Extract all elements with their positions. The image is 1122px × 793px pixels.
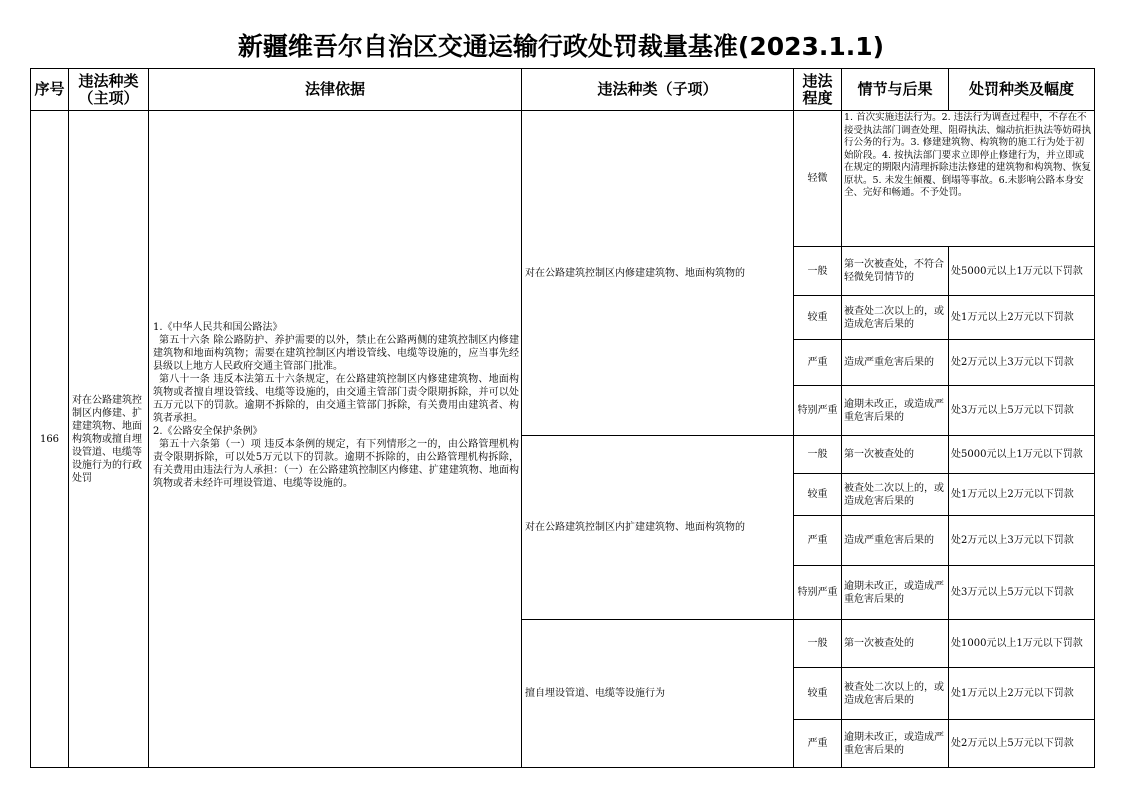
circumstance-cell: 造成严重危害后果的	[842, 516, 949, 566]
penalty-cell: 处2万元以上3万元以下罚款	[949, 340, 1095, 386]
circumstance-cell: 第一次被查处的	[842, 620, 949, 668]
header-penalty: 处罚种类及幅度	[949, 69, 1095, 111]
header-sub-type: 违法种类（子项）	[522, 69, 794, 111]
header-legal-basis: 法律依据	[149, 69, 522, 111]
law-article-56: 第五十六条 除公路防护、养护需要的以外，禁止在公路两侧的建筑控制区内修建建筑物和地面构筑物；需要在建筑控制区内增设管线、电缆等设施的，应当事先经县级以上地方人民政府交通主管部门批准。	[153, 335, 519, 372]
legal-basis-cell	[149, 111, 522, 768]
degree-cell: 较重	[794, 296, 842, 340]
degree-cell: 轻微	[794, 111, 842, 247]
circumstance-cell: 被查处二次以上的，或造成危害后果的	[842, 296, 949, 340]
penalty-cell: 处1000元以上1万元以下罚款	[949, 620, 1095, 668]
sub-violation-type: 对在公路建筑控制区内扩建建筑物、地面构筑物的	[522, 436, 794, 620]
circumstance-cell: 被查处二次以上的，或造成危害后果的	[842, 474, 949, 516]
degree-cell: 特别严重	[794, 566, 842, 620]
law-article-81: 第八十一条 违反本法第五十六条规定，在公路建筑控制区内修建建筑物、地面构筑物或者擅自埋设管线、电缆等设施的，由交通主管部门责令限期拆除，并可以处五万元以下的罚款。逾期不拆除的，由交通主管部门拆除，有关费用由建筑者、构筑者承担。	[153, 374, 519, 424]
penalty-cell: 处2万元以上5万元以下罚款	[949, 720, 1095, 768]
penalty-cell: 处5000元以上1万元以下罚款	[949, 436, 1095, 474]
page-title: 新疆维吾尔自治区交通运输行政处罚裁量基准(2023.1.1)	[237, 32, 885, 61]
degree-cell: 一般	[794, 620, 842, 668]
penalty-cell: 处3万元以上5万元以下罚款	[949, 566, 1095, 620]
penalty-cell: 处1万元以上2万元以下罚款	[949, 668, 1095, 720]
penalty-cell: 处1万元以上2万元以下罚款	[949, 474, 1095, 516]
degree-cell: 一般	[794, 247, 842, 296]
penalty-standard-table	[30, 68, 1095, 768]
header-no: 序号	[31, 69, 69, 111]
penalty-cell: 处3万元以上5万元以下罚款	[949, 386, 1095, 436]
degree-cell: 一般	[794, 436, 842, 474]
circumstance-cell: 逾期未改正，或造成严重危害后果的	[842, 386, 949, 436]
header-degree: 违法程度	[794, 69, 842, 111]
degree-cell: 较重	[794, 474, 842, 516]
degree-cell: 严重	[794, 720, 842, 768]
sub-violation-type: 对在公路建筑控制区内修建建筑物、地面构筑物的	[522, 111, 794, 436]
table-row	[31, 111, 1095, 247]
regulation-article-56: 第五十六条第（一）项 违反本条例的规定，有下列情形之一的，由公路管理机构责令限期拆除，可以处5万元以下的罚款。逾期不拆除的，由公路管理机构拆除，有关费用由违法行为人承担：（一）在公路建筑控制区内修建、扩建建筑物、地面构筑物或者未经许可埋设管道、电缆等设施的。	[153, 439, 519, 489]
law-title-1: 1.《中华人民共和国公路法》	[153, 322, 283, 333]
header-row	[31, 69, 1095, 111]
degree-cell: 严重	[794, 340, 842, 386]
circumstance-cell: 被查处二次以上的，或造成危害后果的	[842, 668, 949, 720]
degree-cell: 特别严重	[794, 386, 842, 436]
circumstance-cell: 1. 首次实施违法行为。2. 违法行为调查过程中，不存在不接受执法部门调查处理、阻碍执法、煽动抗拒执法等妨碍执行公务的行为。3. 修建建筑物、构筑物的施工行为处于初始阶段。4. 按执法部门要求立即停止修建行为，并立即或在规定的期限内清理拆除违法修建的建筑物和构筑物、恢复原状。5. 未发生倾覆、倒塌等事故。6.未影响公路本身安全、完好和畅通。不予处罚。	[842, 111, 1095, 247]
circumstance-cell: 逾期未改正，或造成严重危害后果的	[842, 720, 949, 768]
circumstance-cell: 第一次被查处，不符合轻微免罚情节的	[842, 247, 949, 296]
circumstance-cell: 造成严重危害后果的	[842, 340, 949, 386]
sub-violation-type: 擅自埋设管道、电缆等设施行为	[522, 620, 794, 768]
penalty-cell: 处5000元以上1万元以下罚款	[949, 247, 1095, 296]
circumstance-cell: 第一次被查处的	[842, 436, 949, 474]
circumstance-cell: 逾期未改正，或造成严重危害后果的	[842, 566, 949, 620]
penalty-cell: 处2万元以上3万元以下罚款	[949, 516, 1095, 566]
degree-cell: 严重	[794, 516, 842, 566]
main-violation-type: 对在公路建筑控制区内修建、扩建建筑物、地面构筑物或擅自埋设管道、电缆等设施行为的行政处罚	[69, 111, 149, 768]
header-main-type: 违法种类（主项）	[69, 69, 149, 111]
law-title-2: 2.《公路安全保护条例》	[153, 426, 263, 437]
penalty-cell: 处1万元以上2万元以下罚款	[949, 296, 1095, 340]
degree-cell: 较重	[794, 668, 842, 720]
header-circumstance: 情节与后果	[842, 69, 949, 111]
row-number: 166	[31, 111, 69, 768]
